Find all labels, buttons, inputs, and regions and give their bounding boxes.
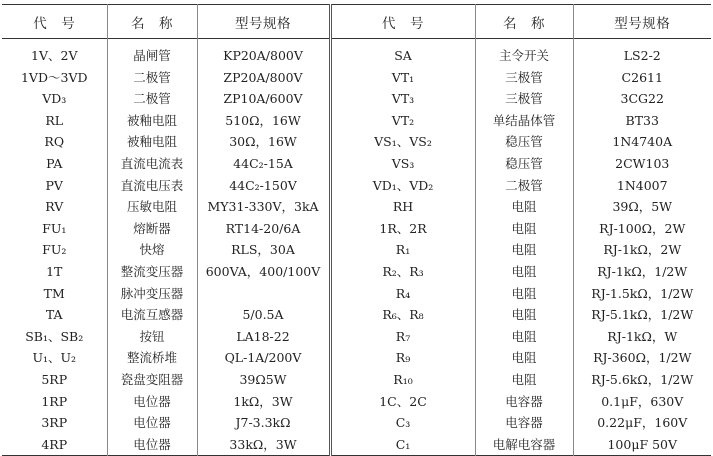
model-cell: LA18-22	[197, 326, 330, 348]
code-cell: RQ	[44, 134, 65, 150]
table-row	[2, 153, 711, 175]
name-cell-right: 电容器	[475, 391, 573, 413]
name-cell-right: 三极管	[475, 88, 573, 110]
model-cell: MY31-330V，3kA	[197, 196, 330, 218]
name-cell-right: 稳压管	[475, 131, 573, 153]
name-cell: 二极管	[107, 67, 197, 89]
table-row	[2, 283, 711, 305]
code-cell-right: 1R、2R	[330, 218, 475, 240]
code-cell: FU₂	[42, 242, 67, 258]
code-cell-right: R₁	[330, 239, 475, 261]
code-cell: SB₁、SB₂	[25, 328, 84, 344]
code-cell-right: R₇	[330, 326, 475, 348]
model-cell: 510Ω，16W	[197, 110, 330, 132]
model-cell-right: 100μF 50V	[573, 434, 711, 456]
header-code-right: 代 号	[330, 5, 475, 39]
code-cell-right: 1C、2C	[330, 391, 475, 413]
code-cell-right: C₁	[330, 434, 475, 456]
code-cell-right: R₆、R₈	[330, 304, 475, 326]
table-header-row	[2, 5, 711, 39]
header-name-right: 名 称	[475, 5, 573, 39]
name-cell-right: 电阻	[475, 347, 573, 369]
table-row	[2, 67, 711, 89]
name-cell: 二极管	[107, 88, 197, 110]
model-cell: ZP10A/600V	[197, 88, 330, 110]
name-cell-right: 电阻	[475, 239, 573, 261]
name-cell: 被釉电阻	[107, 110, 197, 132]
component-list-table-container	[2, 4, 711, 456]
name-cell-right: 主令开关	[475, 39, 573, 67]
model-cell-right: 0.22μF，160V	[573, 412, 711, 434]
table-row	[2, 391, 711, 413]
model-cell-right: RJ-1kΩ，W	[573, 326, 711, 348]
name-cell-right: 电阻	[475, 218, 573, 240]
code-cell: 3RP	[41, 415, 68, 431]
name-cell-right: 电阻	[475, 304, 573, 326]
table-row	[2, 261, 711, 283]
model-cell: KP20A/800V	[197, 39, 330, 67]
model-cell	[197, 283, 330, 305]
code-cell: FU₁	[42, 220, 67, 236]
name-cell: 整流桥堆	[107, 347, 197, 369]
model-cell-right: LS2-2	[573, 39, 711, 67]
table-row	[2, 326, 711, 348]
code-cell-right: RH	[330, 196, 475, 218]
name-cell: 晶闸管	[107, 39, 197, 67]
name-cell: 直流电流表	[107, 153, 197, 175]
name-cell-right: 电阻	[475, 326, 573, 348]
model-cell-right: RJ-5.6kΩ，1/2W	[573, 369, 711, 391]
code-cell: 1V、2V	[31, 48, 78, 63]
name-cell-right: 电阻	[475, 369, 573, 391]
table-row	[2, 347, 711, 369]
code-cell: PV	[45, 177, 63, 193]
code-cell-right: VT₁	[330, 67, 475, 89]
code-cell: 1VD～3VD	[20, 69, 88, 85]
code-cell-right: R₁₀	[330, 369, 475, 391]
name-cell: 电位器	[107, 412, 197, 434]
model-cell-right: 39Ω，5W	[573, 196, 711, 218]
model-cell-right: RJ-360Ω，1/2W	[573, 347, 711, 369]
model-cell-right: RJ-5.1kΩ，1/2W	[573, 304, 711, 326]
table-row	[2, 175, 711, 197]
model-cell: ZP20A/800V	[197, 67, 330, 89]
name-cell-right: 稳压管	[475, 153, 573, 175]
name-cell: 熔断器	[107, 218, 197, 240]
name-cell: 被釉电阻	[107, 131, 197, 153]
table-row	[2, 196, 711, 218]
model-cell-right: RJ-1kΩ，1/2W	[573, 261, 711, 283]
model-cell: 1kΩ，3W	[197, 391, 330, 413]
code-cell-right: R₄	[330, 283, 475, 305]
name-cell: 脉冲变压器	[107, 283, 197, 305]
code-cell-right: VT₃	[330, 88, 475, 110]
model-cell: 39Ω5W	[197, 369, 330, 391]
code-cell: TA	[45, 307, 63, 323]
name-cell: 压敏电阻	[107, 196, 197, 218]
model-cell-right: RJ-100Ω，2W	[573, 218, 711, 240]
name-cell: 直流电压表	[107, 175, 197, 197]
table-row	[2, 218, 711, 240]
table-row	[2, 412, 711, 434]
model-cell: 5/0.5A	[197, 304, 330, 326]
model-cell-right: BT33	[573, 110, 711, 132]
model-cell-right: 2CW103	[573, 153, 711, 175]
model-cell: RLS，30A	[197, 239, 330, 261]
model-cell-right: 1N4740A	[573, 131, 711, 153]
code-cell: U₁、U₂	[32, 350, 77, 366]
name-cell: 整流变压器	[107, 261, 197, 283]
name-cell-right: 单结晶体管	[475, 110, 573, 132]
table-row	[2, 131, 711, 153]
name-cell: 快熔	[107, 239, 197, 261]
header-name: 名 称	[107, 5, 197, 39]
name-cell: 电位器	[107, 434, 197, 456]
table-row	[2, 110, 711, 132]
component-list-table	[2, 4, 711, 456]
code-cell-right: R₂、R₃	[330, 261, 475, 283]
model-cell-right: RJ-1kΩ，2W	[573, 239, 711, 261]
header-model-right: 型号规格	[573, 5, 711, 39]
name-cell-right: 电阻	[475, 196, 573, 218]
name-cell-right: 电解电容器	[475, 434, 573, 456]
name-cell: 按钮	[107, 326, 197, 348]
name-cell-right: 电容器	[475, 412, 573, 434]
model-cell-right: RJ-1.5kΩ，1/2W	[573, 283, 711, 305]
model-cell-right: 3CG22	[573, 88, 711, 110]
name-cell-right: 电阻	[475, 261, 573, 283]
model-cell-right: 1N4007	[573, 175, 711, 197]
header-model: 型号规格	[197, 5, 330, 39]
code-cell-right: VT₂	[330, 110, 475, 132]
table-row	[2, 369, 711, 391]
table-row	[2, 88, 711, 110]
code-cell-right: C₃	[330, 412, 475, 434]
table-row	[2, 304, 711, 326]
name-cell: 电位器	[107, 391, 197, 413]
model-cell: 30Ω，16W	[197, 131, 330, 153]
model-cell: 44C₂-15A	[197, 153, 330, 175]
code-cell: 1T	[46, 263, 63, 279]
model-cell: 33kΩ，3W	[197, 434, 330, 456]
code-cell: RV	[45, 199, 64, 215]
name-cell: 瓷盘变阻器	[107, 369, 197, 391]
code-cell-right: VD₁、VD₂	[330, 175, 475, 197]
model-cell: J7-3.3kΩ	[197, 412, 330, 434]
code-cell-right: VS₃	[330, 153, 475, 175]
model-cell: QL-1A/200V	[197, 347, 330, 369]
model-cell: 44C₂-150V	[197, 175, 330, 197]
model-cell-right: 0.1μF，630V	[573, 391, 711, 413]
code-cell-right: VS₁、VS₂	[330, 131, 475, 153]
code-cell: 1RP	[41, 393, 68, 409]
name-cell-right: 二极管	[475, 175, 573, 197]
name-cell-right: 三极管	[475, 67, 573, 89]
table-row	[2, 434, 711, 456]
code-cell: VD₃	[42, 91, 67, 107]
code-cell: TM	[43, 285, 65, 301]
code-cell: PA	[46, 155, 63, 171]
model-cell: RT14-20/6A	[197, 218, 330, 240]
table-row	[2, 39, 711, 67]
name-cell: 电流互感器	[107, 304, 197, 326]
model-cell: 600VA，400/100V	[197, 261, 330, 283]
code-cell: 5RP	[41, 371, 68, 387]
header-code: 代 号	[33, 15, 76, 32]
code-cell: RL	[45, 112, 64, 128]
name-cell-right: 电阻	[475, 283, 573, 305]
code-cell: 4RP	[41, 436, 68, 452]
code-cell-right: R₉	[330, 347, 475, 369]
table-row	[2, 239, 711, 261]
model-cell-right: C2611	[573, 67, 711, 89]
code-cell-right: SA	[330, 39, 475, 67]
